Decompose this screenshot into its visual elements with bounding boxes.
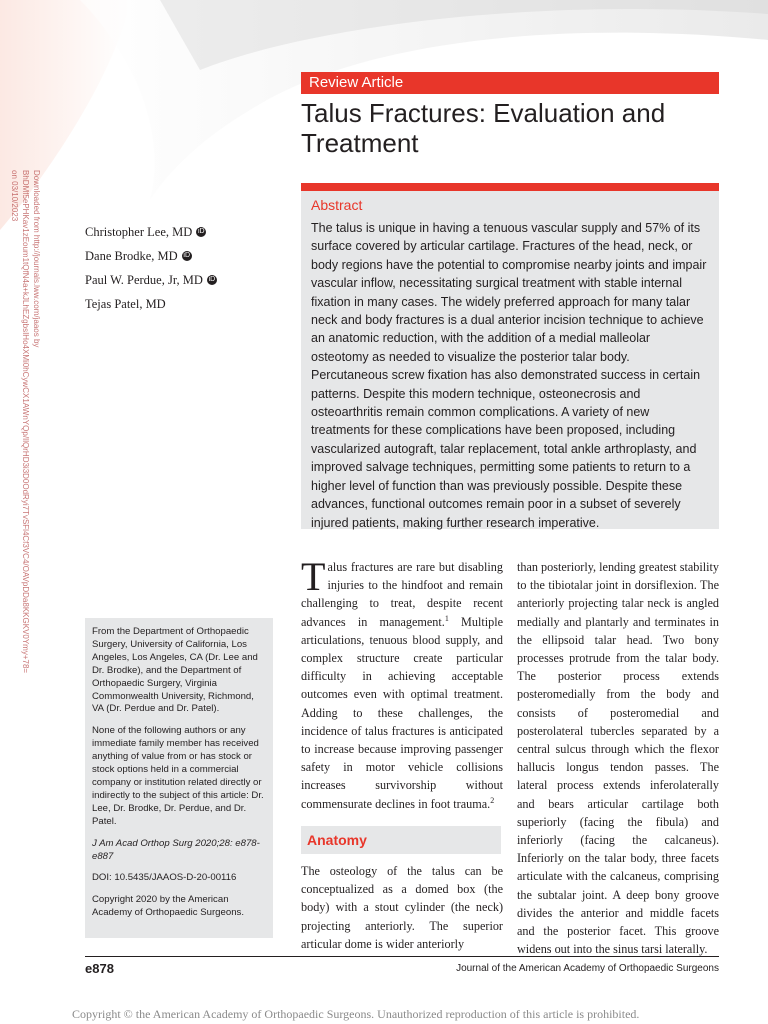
author-item (85, 244, 285, 268)
download-watermark: Downloaded from http://journals.lww.com/jaaos by BhDMf5ePHKav1zEoum1tQfN4a+kJLhEZgbsIHo4XMi0hCywCX1AWnYQp/IlQrHD3i3D0OdRyi7TvSFl4Cf3VC4/OAVpDDa8KKGKV0Ymy+78= on 03/10/2023 (10, 170, 41, 674)
anatomy-paragraph-continued: than posteriorly, lending greatest stability to the tibiotalar joint in dorsiflexion. The anteriorly projecting talar neck is angled medially and plantarly and terminates in the ellipsoid talar head. Two bony processes protrude from the talar body. The posterior process extends posteromedially from the body and consists of posteromedial and posterolateral tubercles separated by a central sulcus through which the flexor hallucis longus tendon passes. The lateral process extends inferolaterally and bears articular cartilage both superiorly (facing the fibula) and inferiorly (facing the calcaneus). Inferiorly on the talar body, three facets articulate with the calcaneus, comprising the subtalar joint. A deep bony groove divides the anterior and middle facets and the posterior facet. This groove widens out into the sinus tarsi laterally. (517, 560, 719, 957)
page-number: e878 (85, 961, 114, 976)
anatomy-paragraph: The osteology of the talus can be conceptualized as a domed box (the body) with a stout cylinder (the neck) projecting anteriorly. The superior articular dome is wider anteriorly (301, 864, 503, 951)
abstract-accent-bar (301, 183, 719, 191)
drop-cap: T (301, 554, 326, 599)
intro-text-continued: Multiple articulations, tenuous blood supply, and complex structure create particular difficulty in achieving acceptable outcomes even with optimal treatment. Adding to these challenges, the incidence of talus fractures is anticipated to increase because improving passenger safety in motor vehicle collisions increases survivorship without commensurate declines in foot trauma. (301, 614, 503, 811)
footer-divider (85, 956, 719, 957)
author-item (85, 268, 285, 292)
copyright-text: Copyright 2020 by the American Academy of Orthopaedic Surgeons. (92, 894, 244, 919)
abstract-heading: Abstract (311, 197, 363, 213)
citation-text: J Am Acad Orthop Surg 2020;28: e878-e887 (92, 837, 260, 862)
affiliation-text: From the Department of Orthopaedic Surgery, University of California, Los Angeles, Los Angeles, CA (Dr. Lee and Dr. Brodke), and the Department of Orthopaedic Surgery, Virginia Commonwealth University, Richmond, VA (Dr. Perdue and Dr. Patel). (92, 626, 258, 715)
abstract-panel (301, 191, 719, 529)
body-column-left (301, 554, 503, 813)
journal-name: Journal of the American Academy of Orthopaedic Surgeons (456, 963, 719, 974)
body-column-left-lower (301, 862, 503, 953)
reference-1[interactable]: 1 (444, 613, 449, 623)
author-list (85, 220, 285, 316)
orcid-icon[interactable]: iD (183, 252, 191, 259)
author-item (85, 220, 285, 244)
orcid-icon[interactable]: iD (208, 276, 216, 283)
article-type-tag: Review Article (301, 72, 719, 94)
reference-2[interactable]: 2 (490, 795, 495, 805)
disclosure-text: None of the following authors or any immediate family member has received anything of value from or has stock or stock options held in a commercial company or institution related directly or indirectly to the subject of this article: Dr. Lee, Dr. Brodke, Dr. Perdue, and Dr. Patel. (92, 725, 264, 827)
intro-text: alus fractures are rare but disabling injuries to the hindfoot and remain challenging to treat, despite recent advances in management. (301, 560, 503, 629)
abstract-text: The talus is unique in having a tenuous vascular supply and 57% of its surface covered by articular cartilage. Fractures of the head, neck, or body regions have the potential to compromise nearby joints and impair vascular inflow, necessitating surgical treatment with stable internal fixation in many cases. The widely preferred approach for many talar neck and body fractures is a dual anterior incision technique to achieve an anatomic reduction, with the addition of a medial malleolar osteotomy as needed to visualize the posterior talar body. Percutaneous screw fixation has also demonstrated success in certain patterns. Despite this modern technique, osteonecrosis and osteoarthritis remain common complications. A variety of new treatments for these complications have been proposed, including vascularized autograft, talar replacement, total ankle arthroplasty, and improved salvage techniques, permitting some patients to return to a higher level of function than was previously possible. Despite these advances, functional outcomes remain poor in a subset of severely injured patients, making further research imperative. (311, 221, 707, 530)
section-heading-anatomy: Anatomy (301, 826, 501, 854)
copyright-notice: Copyright © the American Academy of Orthopaedic Surgeons. Unauthorized reproduction of this article is prohibited. (72, 1007, 640, 1021)
author-name: Paul W. Perdue, Jr, MD (85, 273, 203, 287)
page-title: Talus Fractures: Evaluation and Treatment (301, 98, 666, 158)
author-name: Christopher Lee, MD (85, 225, 193, 239)
author-name: Dane Brodke, MD (85, 249, 178, 263)
doi-text: DOI: 10.5435/JAAOS-D-20-00116 (92, 872, 237, 884)
author-name: Tejas Patel, MD (85, 297, 166, 311)
body-column-right (517, 558, 719, 958)
orcid-icon[interactable]: iD (197, 228, 205, 235)
affiliation-panel (85, 618, 273, 938)
intro-paragraph (301, 554, 503, 813)
author-item (85, 292, 285, 316)
